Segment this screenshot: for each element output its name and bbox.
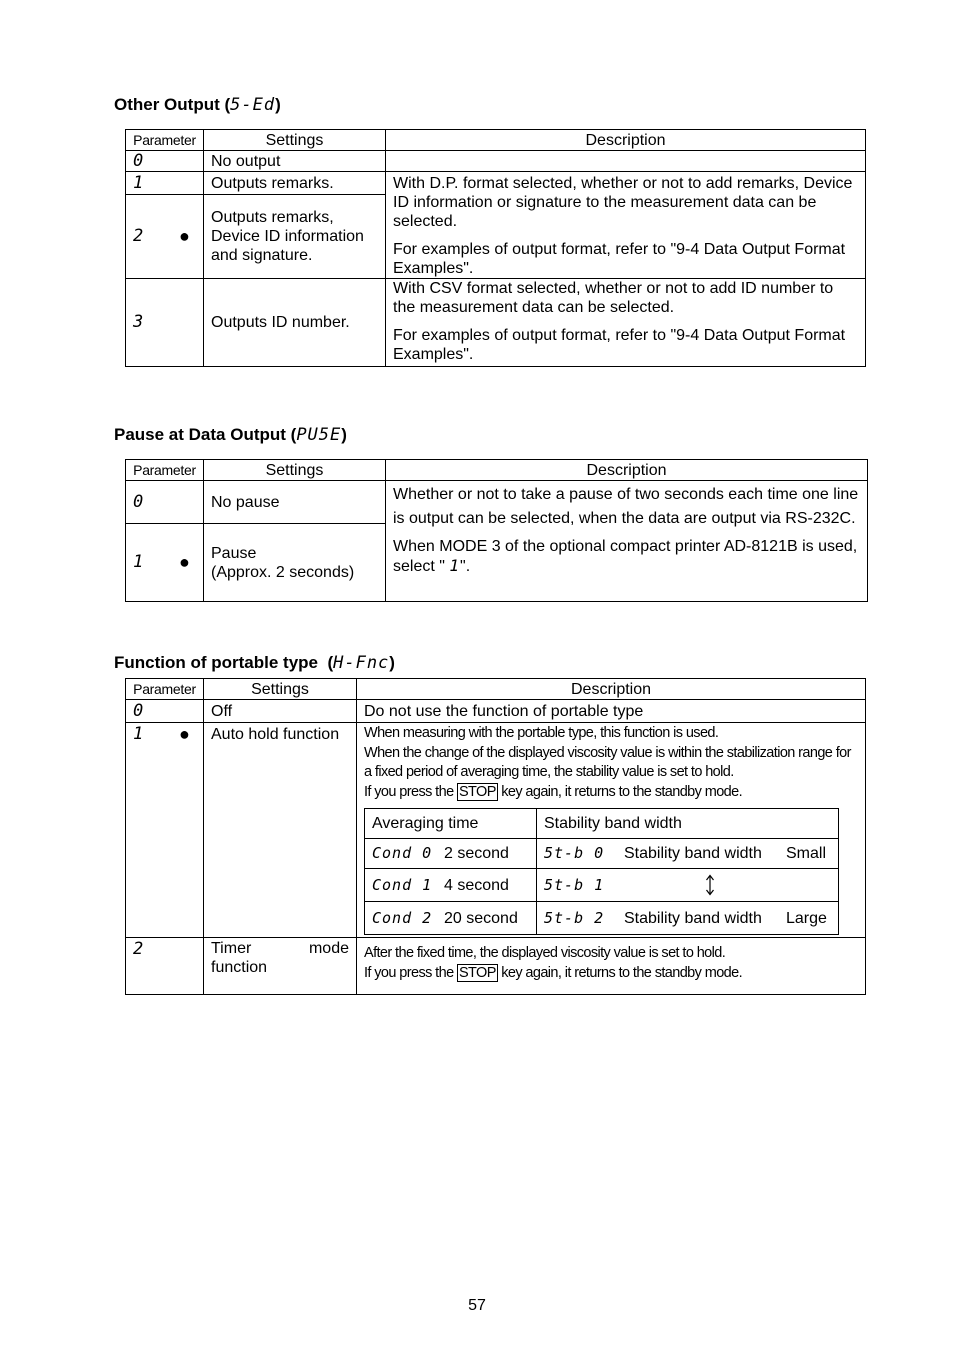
table-row: [126, 151, 866, 172]
header-description: Description: [386, 130, 866, 151]
page-number: 57: [468, 1297, 486, 1314]
averaging-code: Cond 2: [372, 908, 433, 927]
description-cell: When measuring with the portable type, this function is used. When the change of the displayed viscosity value is within the stabilization range for a fixed period of averaging time, the stability value is set to hold. If you press the STOP key again, it returns to the standby mode. Averaging time Stability band width Cond 0 2 second 5t-b 0 Stability band width Small Cond 1 4 second 5t-b 1 Cond 2 20 second 5t-b 2 Stability band width Large: [357, 723, 866, 938]
averaging-code: Cond 0: [372, 844, 433, 862]
header-parameter: Parameter: [126, 130, 204, 151]
stop-key-label: STOP: [458, 783, 496, 800]
band-code: 5t-b 0: [544, 844, 605, 862]
table-portable-function: [125, 678, 866, 995]
description-cell: [386, 151, 866, 172]
band-code: 5t-b 2: [544, 908, 605, 927]
header-settings: Settings: [204, 460, 386, 481]
param-value: 1: [133, 552, 145, 572]
header-description: Description: [386, 460, 868, 481]
header-description: Description: [357, 679, 866, 700]
table-row: [126, 700, 866, 723]
param-value: 1: [133, 172, 145, 193]
table-row: [126, 938, 866, 995]
description-cell: After the fixed time, the displayed viscosity value is set to hold. If you press the STOP key again, it returns to the standby mode.: [357, 938, 866, 995]
table-other-output: [125, 129, 866, 367]
averaging-code: Cond 1: [372, 875, 433, 894]
table-row: [126, 279, 866, 367]
default-marker-icon: ●: [179, 552, 190, 572]
default-marker-icon: ●: [179, 724, 190, 744]
table-row: [126, 481, 868, 524]
table-row: [365, 809, 839, 839]
table-row: [126, 723, 866, 938]
settings-cell: Auto hold function: [204, 723, 357, 938]
description-cell: With CSV format selected, whether or not to add ID number to the measurement data can be selected. For examples of output format, refer to "9-4 Data Output Format Examples".: [386, 279, 866, 367]
description-cell: Do not use the function of portable type: [357, 700, 866, 723]
settings-cell: Off: [204, 700, 357, 723]
code-other-output: 5-Ed: [230, 95, 276, 115]
header-parameter: Parameter: [126, 679, 204, 700]
heading-pause-output: Pause at Data Output (PU5E): [114, 425, 347, 445]
param-value: 0: [133, 491, 145, 512]
param-value: 2: [133, 939, 145, 959]
settings-cell: Outputs remarks, Device ID information and signature.: [204, 195, 386, 279]
table-pause-output: [125, 459, 868, 602]
param-value: 2: [133, 226, 145, 246]
inner-header-averaging: Averaging time: [365, 809, 537, 839]
description-cell: Whether or not to take a pause of two seconds each time one line is output can be selected, when the data are output via RS-232C. When MODE 3 of the optional compact printer AD-8121B is used, select " 1".: [386, 481, 868, 602]
header-settings: Settings: [204, 679, 357, 700]
band-code: 5t-b 1: [544, 875, 605, 894]
header-parameter: Parameter: [126, 460, 204, 481]
table-row: Cond 0 2 second 5t-b 0 Stability band width Small: [365, 839, 839, 869]
table-row: Cond 2 20 second 5t-b 2 Stability band width Large: [365, 902, 839, 935]
table-averaging-stability: [364, 808, 839, 935]
table-row: [126, 172, 866, 195]
settings-cell: Timer mode function: [204, 938, 357, 995]
heading-other-output: Other Output (5-Ed): [114, 95, 281, 115]
header-settings: Settings: [204, 130, 386, 151]
settings-cell: Outputs ID number.: [204, 279, 386, 367]
settings-cell: No output: [204, 151, 386, 172]
default-marker-icon: ●: [179, 226, 190, 246]
param-value: 3: [133, 312, 145, 332]
heading-portable-function: Function of portable type (H-Fnc): [114, 653, 395, 673]
double-arrow-icon: [705, 874, 715, 896]
param-value: 0: [133, 150, 145, 171]
param-value: 1: [133, 724, 145, 744]
code-portable-function: H-Fnc: [333, 653, 390, 673]
settings-cell: Outputs remarks.: [204, 172, 386, 195]
settings-cell: Pause (Approx. 2 seconds): [204, 524, 386, 602]
param-value: 0: [133, 700, 145, 721]
description-cell: With D.P. format selected, whether or not to add remarks, Device ID information or signature to the measurement data can be selected. For examples of output format, refer to "9-4 Data Output Format Examples".: [386, 172, 866, 279]
table-row: Cond 1 4 second 5t-b 1: [365, 869, 839, 902]
settings-cell: No pause: [204, 481, 386, 524]
stop-key-label: STOP: [458, 964, 496, 981]
code-pause-output: PU5E: [296, 425, 342, 445]
inner-header-stability: Stability band width: [537, 809, 839, 839]
